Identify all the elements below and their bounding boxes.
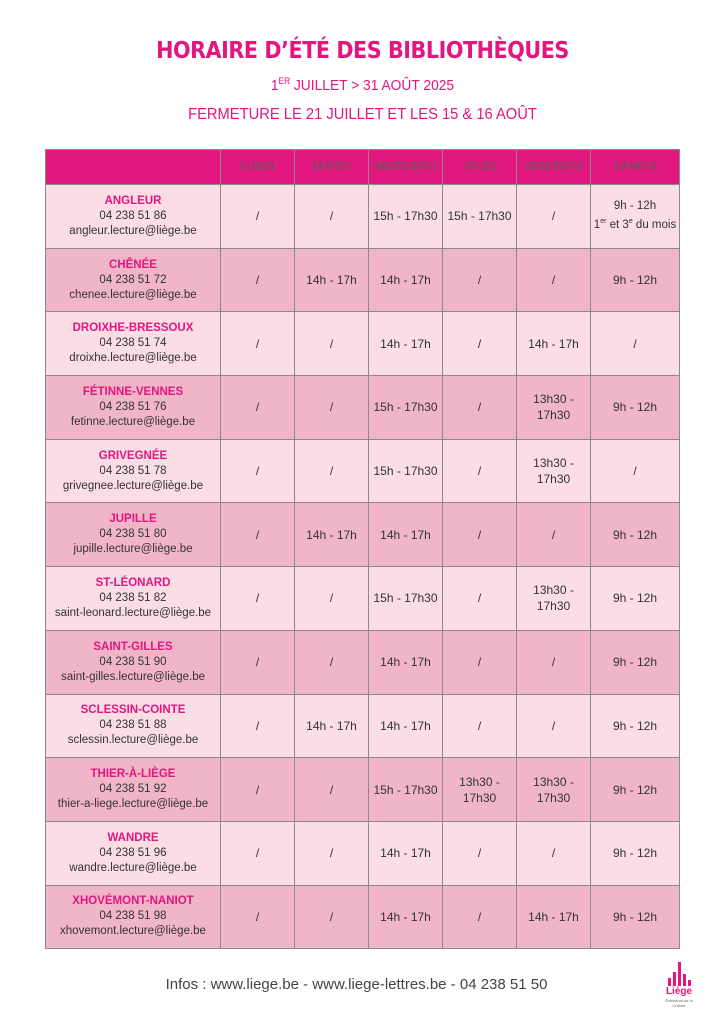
hours-thursday: / [443, 248, 517, 312]
library-phone: 04 238 51 78 [99, 464, 167, 477]
hours-saturday: 9h - 12h [591, 567, 680, 631]
library-email: saint-gilles.lecture@liège.be [61, 670, 205, 683]
hours-tuesday: 14h - 17h [295, 248, 369, 312]
library-cell [46, 185, 221, 249]
library-name: ST-LÉONARD [95, 576, 171, 589]
hours-monday: / [221, 503, 295, 567]
page-title: HORAIRE D’ÉTÉ DES BIBLIOTHÈQUES [156, 38, 569, 64]
hours-saturday: 9h - 12h [591, 503, 680, 567]
library-email: droixhe.lecture@liège.be [69, 352, 197, 365]
hours-tuesday: / [295, 567, 369, 631]
table-row [46, 567, 680, 631]
hours-saturday: 9h - 12h [591, 248, 680, 312]
logo-bars-icon [660, 960, 698, 986]
table-row [46, 248, 680, 312]
hours-tuesday: 14h - 17h [295, 503, 369, 567]
hours-saturday: / [591, 439, 680, 503]
hours-saturday: 9h - 12h [591, 885, 680, 949]
hours-monday: / [221, 376, 295, 440]
period-subtitle: 1ER JUILLET > 31 AOÛT 2025 [270, 76, 455, 94]
library-phone: 04 238 51 82 [99, 591, 167, 604]
hours-friday: 13h30 - 17h30 [517, 567, 591, 631]
library-phone: 04 238 51 76 [99, 400, 167, 413]
hours-wednesday: 15h - 17h30 [369, 758, 443, 822]
day-header-thursday: JEUDI [443, 150, 517, 185]
hours-saturday: 9h - 12h [591, 376, 680, 440]
hours-thursday: / [443, 694, 517, 758]
hours-wednesday: 14h - 17h [369, 248, 443, 312]
hours-wednesday: 15h - 17h30 [369, 567, 443, 631]
library-phone: 04 238 51 88 [99, 719, 167, 732]
hours-friday: / [517, 694, 591, 758]
hours-wednesday: 14h - 17h [369, 503, 443, 567]
hours-wednesday: 15h - 17h30 [369, 376, 443, 440]
hours-friday: / [517, 248, 591, 312]
hours-monday: / [221, 567, 295, 631]
library-cell [46, 376, 221, 440]
liege-logo: Liège Échevinat de la Culture [660, 960, 698, 1016]
hours-saturday: 9h - 12h [591, 694, 680, 758]
hours-thursday: / [443, 567, 517, 631]
closure-subtitle: FERMETURE LE 21 JUILLET ET LES 15 & 16 AOÛT [188, 106, 537, 123]
library-phone: 04 238 51 86 [99, 209, 167, 222]
table-row [46, 376, 680, 440]
hours-thursday: / [443, 821, 517, 885]
hours-wednesday: 14h - 17h [369, 885, 443, 949]
library-cell [46, 694, 221, 758]
library-email: xhovemont.lecture@liège.be [60, 925, 206, 938]
hours-tuesday: / [295, 630, 369, 694]
hours-tuesday: / [295, 376, 369, 440]
hours-wednesday: 15h - 17h30 [369, 439, 443, 503]
library-phone: 04 238 51 98 [99, 910, 167, 923]
library-phone: 04 238 51 90 [99, 655, 167, 668]
day-header-saturday: SAMEDI [591, 150, 680, 185]
library-email: fetinne.lecture@liège.be [70, 415, 196, 428]
hours-saturday: 9h - 12h [591, 758, 680, 822]
header-corner [46, 150, 221, 185]
hours-saturday: 9h - 12h [591, 630, 680, 694]
table-row [46, 758, 680, 822]
day-header-monday: LUNDI [221, 150, 295, 185]
library-phone: 04 238 51 74 [99, 337, 167, 350]
library-name: CHÊNÉE [109, 258, 157, 271]
library-cell [46, 821, 221, 885]
hours-thursday: / [443, 439, 517, 503]
library-email: jupille.lecture@liège.be [73, 543, 193, 556]
table-header-row [46, 150, 680, 185]
table-row [46, 185, 680, 249]
hours-thursday: 13h30 - 17h30 [443, 758, 517, 822]
hours-monday: / [221, 439, 295, 503]
library-name: XHOVÉMONT-NANIOT [72, 895, 194, 908]
day-header-wednesday: MERCREDI [369, 150, 443, 185]
hours-monday: / [221, 821, 295, 885]
hours-thursday: 15h - 17h30 [443, 185, 517, 249]
hours-tuesday: / [295, 439, 369, 503]
library-cell [46, 630, 221, 694]
library-name: FÉTINNE-VENNES [82, 385, 184, 398]
day-header-friday: VENDREDI [517, 150, 591, 185]
hours-tuesday: / [295, 758, 369, 822]
hours-monday: / [221, 758, 295, 822]
hours-friday: 13h30 - 17h30 [517, 758, 591, 822]
saturday-note: 1er et 3e du mois [593, 218, 677, 232]
table-row [46, 630, 680, 694]
library-phone: 04 238 51 80 [99, 528, 167, 541]
hours-friday: 14h - 17h [517, 312, 591, 376]
library-phone: 04 238 51 92 [99, 783, 167, 796]
hours-thursday: / [443, 630, 517, 694]
library-cell [46, 248, 221, 312]
hours-thursday: / [443, 503, 517, 567]
hours-monday: / [221, 312, 295, 376]
hours-tuesday: 14h - 17h [295, 694, 369, 758]
hours-thursday: / [443, 885, 517, 949]
hours-saturday: / [591, 312, 680, 376]
library-email: chenee.lecture@liège.be [69, 288, 197, 301]
hours-friday: 13h30 - 17h30 [517, 376, 591, 440]
library-name: DROIXHE-BRESSOUX [72, 322, 194, 335]
hours-wednesday: 15h - 17h30 [369, 185, 443, 249]
hours-friday: / [517, 185, 591, 249]
hours-wednesday: 14h - 17h [369, 694, 443, 758]
library-cell [46, 312, 221, 376]
library-name: GRIVEGNÉE [98, 449, 168, 462]
hours-tuesday: / [295, 821, 369, 885]
hours-monday: / [221, 885, 295, 949]
library-name: JUPILLE [109, 513, 157, 526]
hours-saturday: 9h - 12h 1er et 3e du mois [591, 185, 680, 249]
table-row [46, 885, 680, 949]
hours-thursday: / [443, 312, 517, 376]
hours-friday: 13h30 - 17h30 [517, 439, 591, 503]
table-row [46, 503, 680, 567]
day-header-tuesday: MARDI [295, 150, 369, 185]
table-row [46, 439, 680, 503]
hours-tuesday: / [295, 185, 369, 249]
hours-wednesday: 14h - 17h [369, 630, 443, 694]
hours-friday: / [517, 630, 591, 694]
hours-wednesday: 14h - 17h [369, 821, 443, 885]
library-cell [46, 503, 221, 567]
hours-monday: / [221, 694, 295, 758]
hours-wednesday: 14h - 17h [369, 312, 443, 376]
hours-friday: / [517, 503, 591, 567]
library-email: saint-leonard.lecture@liège.be [54, 606, 212, 619]
footer-info: Infos : www.liege.be - www.liege-lettres.be - 04 238 51 50 [165, 976, 548, 993]
library-phone: 04 238 51 72 [99, 273, 167, 286]
library-name: ANGLEUR [104, 194, 162, 207]
library-email: wandre.lecture@liège.be [69, 861, 197, 874]
hours-monday: / [221, 185, 295, 249]
hours-tuesday: / [295, 885, 369, 949]
library-name: SAINT-GILLES [93, 640, 173, 653]
library-email: thier-a-liege.lecture@liège.be [57, 798, 209, 811]
hours-monday: / [221, 248, 295, 312]
library-name: THIER-À-LIÈGE [90, 768, 176, 781]
hours-tuesday: / [295, 312, 369, 376]
library-cell [46, 439, 221, 503]
library-email: grivegnee.lecture@liège.be [62, 479, 204, 492]
library-cell [46, 758, 221, 822]
library-phone: 04 238 51 96 [99, 846, 167, 859]
table-row [46, 312, 680, 376]
library-name: WANDRE [107, 831, 159, 844]
schedule-table [45, 149, 680, 949]
table-row [46, 821, 680, 885]
hours-saturday: 9h - 12h [591, 821, 680, 885]
library-email: angleur.lecture@liège.be [69, 224, 197, 237]
library-cell [46, 567, 221, 631]
table-row [46, 694, 680, 758]
hours-friday: / [517, 821, 591, 885]
library-email: sclessin.lecture@liège.be [67, 734, 199, 747]
library-cell [46, 885, 221, 949]
hours-friday: 14h - 17h [517, 885, 591, 949]
hours-monday: / [221, 630, 295, 694]
hours-thursday: / [443, 376, 517, 440]
library-name: SCLESSIN-COINTE [80, 704, 186, 717]
